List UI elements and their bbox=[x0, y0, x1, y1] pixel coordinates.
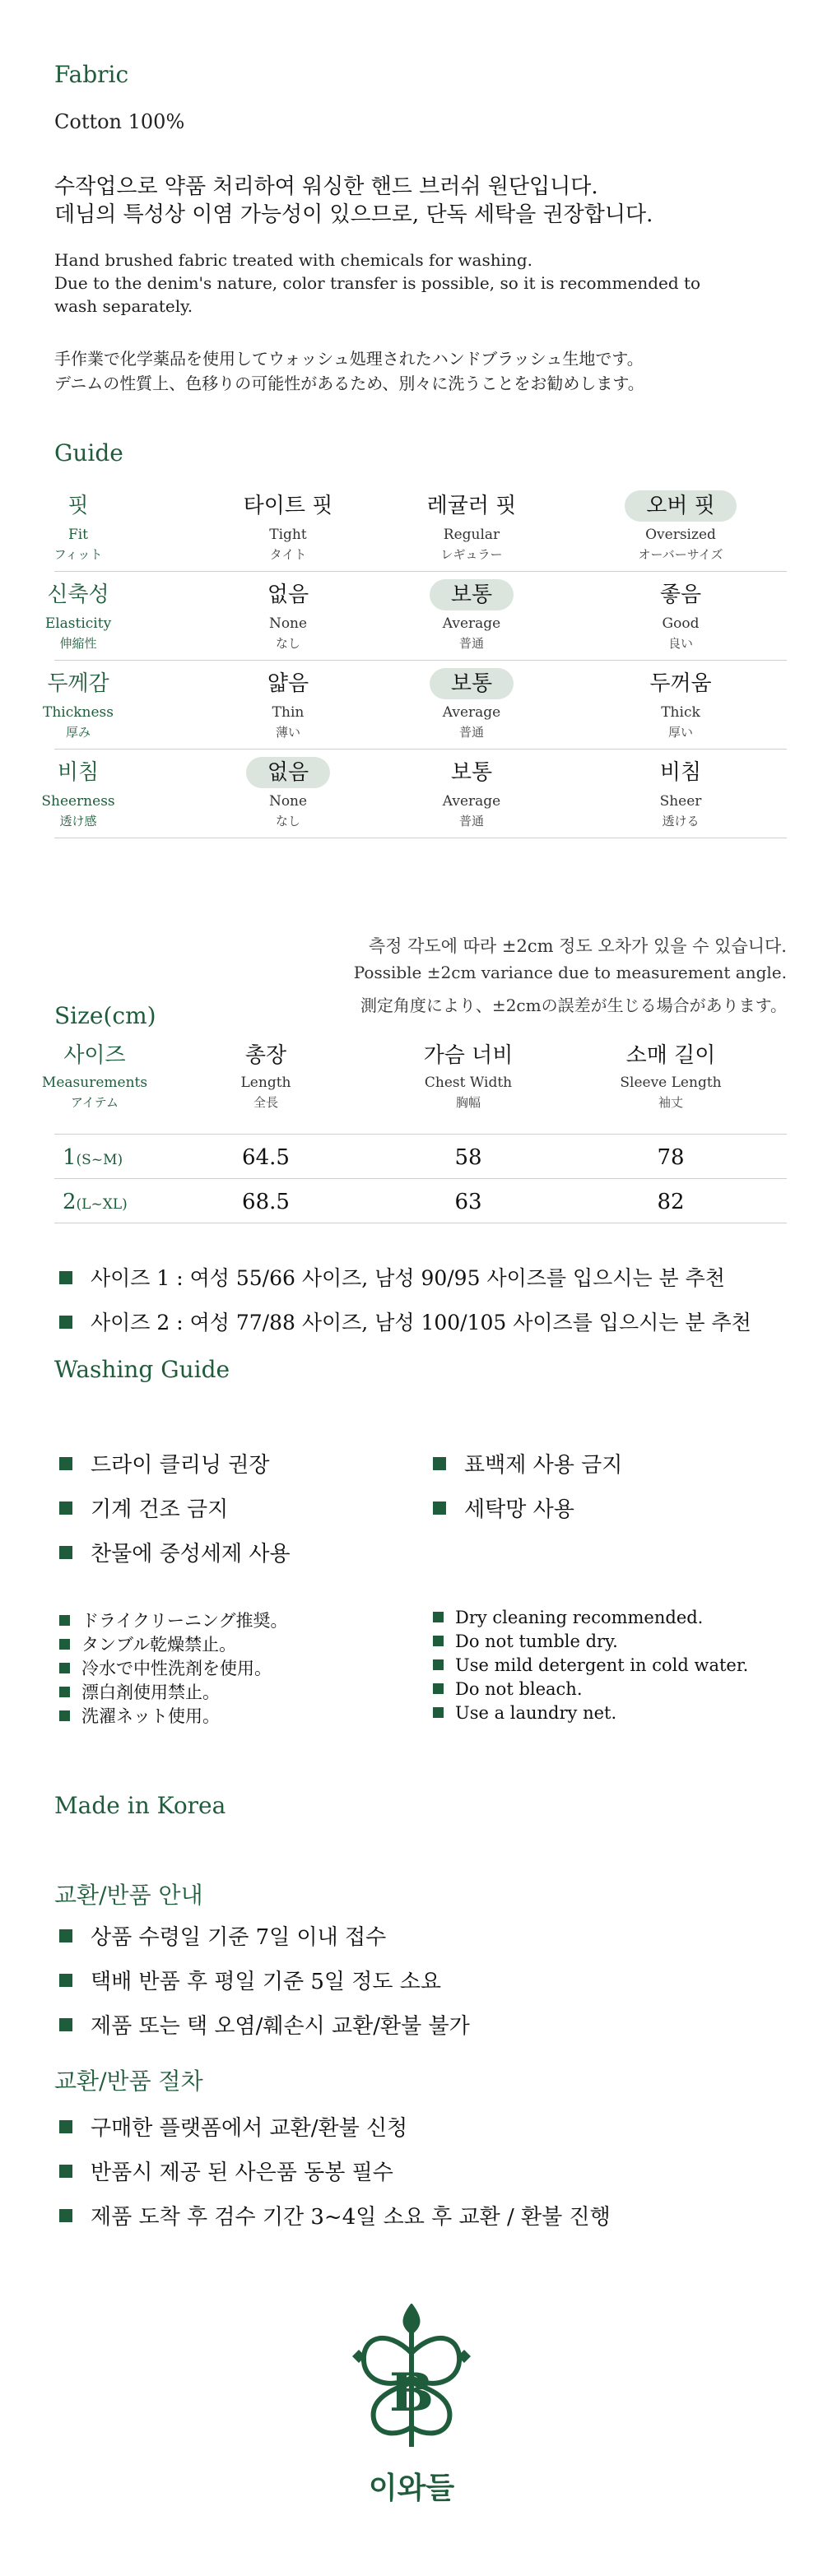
fabric-kr-line: 수작업으로 약품 처리하여 워싱한 핸드 브러쉬 원단입니다. bbox=[54, 174, 598, 199]
washing-jp-item bbox=[59, 1655, 272, 1680]
square-bullet-icon bbox=[59, 1316, 72, 1329]
size-note-jp: 測定角度により、±2cmの誤差が生じる場合があります。 bbox=[360, 996, 787, 1015]
guide-en: Average bbox=[442, 704, 501, 721]
square-bullet-icon bbox=[59, 1929, 72, 1942]
guide-ko: 두꺼움 bbox=[649, 671, 712, 696]
square-bullet-icon bbox=[59, 1663, 70, 1673]
procedure-text: 제품 도착 후 검수 기간 3~4일 소요 후 교환 / 환불 진행 bbox=[91, 2205, 611, 2230]
guide-cell bbox=[561, 757, 800, 829]
size-sleeve: 82 bbox=[657, 1190, 685, 1214]
size-recommend-text: 사이즈 1 : 여성 55/66 사이즈, 남성 90/95 사이즈를 입으시는 분 추천 bbox=[91, 1266, 725, 1290]
guide-ko-selected: 보통 bbox=[430, 579, 514, 610]
square-bullet-icon bbox=[433, 1612, 444, 1622]
exchange-text: 상품 수령일 기준 7일 이내 접수 bbox=[91, 1925, 387, 1950]
washing-en-item bbox=[433, 1655, 748, 1675]
fabric-jp-line: デニムの性質上、色移りの可能性があるため、別々に洗うことをお勧めします。 bbox=[54, 374, 644, 393]
procedure-text: 반품시 제공 된 사은품 동봉 필수 bbox=[91, 2161, 393, 2185]
guide-jp: なし bbox=[275, 636, 300, 651]
divider bbox=[54, 749, 787, 750]
guide-en: Good bbox=[662, 615, 700, 632]
guide-jp: 普通 bbox=[458, 636, 484, 651]
washing-en-item bbox=[433, 1631, 618, 1651]
guide-en: Average bbox=[442, 615, 501, 632]
square-bullet-icon bbox=[59, 1546, 72, 1559]
guide-ko: 보통 bbox=[450, 760, 493, 785]
guide-en: Sheer bbox=[659, 793, 702, 810]
square-bullet-icon bbox=[59, 1710, 70, 1721]
square-bullet-icon bbox=[433, 1457, 446, 1470]
square-bullet-icon bbox=[433, 1659, 444, 1670]
fabric-composition: Cotton 100% bbox=[54, 110, 185, 133]
guide-jp: 厚み bbox=[65, 725, 91, 740]
guide-en: Average bbox=[442, 793, 501, 810]
guide-cell bbox=[0, 579, 198, 652]
washing-jp-text: タンブル乾燥禁止。 bbox=[81, 1635, 237, 1655]
size-header-en: Sleeve Length bbox=[620, 1074, 722, 1091]
guide-ko: 없음 bbox=[267, 583, 309, 607]
washing-en-text: Use mild detergent in cold water. bbox=[455, 1655, 749, 1675]
square-bullet-icon bbox=[59, 2209, 72, 2222]
square-bullet-icon bbox=[433, 1502, 446, 1515]
guide-ko-selected: 보통 bbox=[430, 668, 514, 699]
guide-jp: 普通 bbox=[458, 725, 484, 740]
size-length: 64.5 bbox=[242, 1145, 290, 1170]
guide-ko: 레귤러 핏 bbox=[426, 494, 517, 518]
washing-title: Washing Guide bbox=[54, 1356, 230, 1383]
guide-en: Oversized bbox=[645, 527, 716, 543]
square-bullet-icon bbox=[59, 2018, 72, 2031]
washing-en-item bbox=[433, 1679, 583, 1699]
size-row-num: 2 bbox=[63, 1190, 77, 1214]
guide-ko: 좋음 bbox=[659, 583, 702, 607]
washing-jp-item bbox=[59, 1631, 236, 1656]
procedure-text: 구매한 플랫폼에서 교환/환불 신청 bbox=[91, 2116, 408, 2141]
guide-ko: 얇음 bbox=[267, 671, 309, 696]
guide-en: None bbox=[268, 615, 308, 632]
guide-jp: 透ける bbox=[662, 814, 700, 828]
washing-jp-item bbox=[59, 1703, 220, 1728]
washing-jp-text: ドライクリーニング推奨。 bbox=[81, 1611, 288, 1631]
exchange-text: 제품 또는 택 오염/훼손시 교환/환불 불가 bbox=[91, 2014, 470, 2039]
fabric-kr-line: 데님의 특성상 이염 가능성이 있으므로, 단독 세탁을 권장합니다. bbox=[54, 202, 653, 227]
guide-cell bbox=[352, 579, 591, 652]
guide-ko-selected: 없음 bbox=[246, 757, 330, 788]
divider bbox=[54, 1134, 787, 1135]
procedure-item bbox=[59, 2200, 611, 2230]
size-header bbox=[551, 1042, 790, 1111]
washing-kr-text: 세탁망 사용 bbox=[464, 1497, 574, 1522]
guide-cell bbox=[0, 757, 198, 829]
size-header-en: Chest Width bbox=[424, 1074, 513, 1091]
fabric-jp-line: 手作業で化学薬品を使用してウォッシュ処理されたハンドブラッシュ生地です。 bbox=[54, 349, 644, 369]
washing-jp-item bbox=[59, 1679, 220, 1704]
washing-jp-text: 冷水で中性洗剤を使用。 bbox=[81, 1659, 272, 1678]
washing-kr-text: 찬물에 중성세제 사용 bbox=[91, 1542, 291, 1566]
size-header-ko: 사이즈 bbox=[63, 1043, 126, 1068]
guide-en: Fit bbox=[67, 527, 89, 543]
procedure-title: 교환/반품 절차 bbox=[54, 2068, 203, 2095]
washing-jp-text: 漂白剤使用禁止。 bbox=[81, 1683, 220, 1702]
size-length: 68.5 bbox=[242, 1190, 290, 1214]
square-bullet-icon bbox=[59, 1974, 72, 1987]
washing-kr-text: 기계 건조 금지 bbox=[91, 1497, 229, 1522]
guide-ko-selected: 오버 핏 bbox=[625, 490, 737, 522]
guide-en: Tight bbox=[269, 527, 307, 543]
fabric-en-line: wash separately. bbox=[54, 296, 193, 316]
square-bullet-icon bbox=[433, 1636, 444, 1646]
exchange-title: 교환/반품 안내 bbox=[54, 1882, 203, 1909]
guide-ko: 두께감 bbox=[47, 671, 109, 696]
guide-cell bbox=[561, 490, 800, 563]
brand-logo-icon bbox=[346, 2304, 477, 2452]
size-recommend bbox=[59, 1307, 751, 1336]
size-header-ko: 가슴 너비 bbox=[423, 1043, 514, 1068]
guide-ko: 타이트 핏 bbox=[243, 494, 333, 518]
divider bbox=[54, 660, 787, 661]
square-bullet-icon bbox=[59, 1639, 70, 1650]
brand-name: 이와들 bbox=[368, 2472, 455, 2505]
size-chest: 63 bbox=[454, 1190, 482, 1214]
brand-logo-letter: B bbox=[388, 2362, 435, 2424]
guide-en: None bbox=[268, 793, 308, 810]
guide-cell bbox=[352, 668, 591, 740]
guide-jp: 良い bbox=[667, 636, 693, 651]
exchange-item bbox=[59, 2009, 470, 2040]
guide-jp: 伸縮性 bbox=[59, 636, 97, 651]
square-bullet-icon bbox=[59, 2165, 72, 2178]
washing-jp-item bbox=[59, 1608, 288, 1632]
guide-en: Elasticity bbox=[44, 615, 112, 632]
square-bullet-icon bbox=[59, 1502, 72, 1515]
size-sleeve: 78 bbox=[657, 1145, 685, 1170]
guide-en: Thick bbox=[661, 704, 700, 721]
guide-ko: 핏 bbox=[67, 494, 89, 518]
guide-jp: タイト bbox=[269, 547, 307, 562]
washing-en-text: Do not bleach. bbox=[455, 1679, 583, 1699]
washing-kr-text: 표백제 사용 금지 bbox=[464, 1453, 623, 1478]
washing-jp-text: 洗濯ネット使用。 bbox=[81, 1706, 220, 1726]
size-chest: 58 bbox=[454, 1145, 482, 1170]
guide-cell bbox=[0, 490, 198, 563]
guide-jp: なし bbox=[275, 814, 300, 828]
guide-jp: 薄い bbox=[275, 725, 300, 740]
washing-en-text: Do not tumble dry. bbox=[455, 1631, 618, 1651]
washing-kr-text: 드라이 클리닝 권장 bbox=[91, 1453, 270, 1478]
washing-kr-item bbox=[59, 1537, 291, 1567]
washing-en-item bbox=[433, 1608, 703, 1627]
guide-cell bbox=[0, 668, 198, 740]
guide-jp: オーバーサイズ bbox=[638, 547, 723, 562]
guide-jp: 厚い bbox=[667, 725, 693, 740]
exchange-item bbox=[59, 1965, 441, 1995]
procedure-item bbox=[59, 2156, 393, 2186]
fabric-en-line: Hand brushed fabric treated with chemicals for washing. bbox=[54, 250, 533, 270]
square-bullet-icon bbox=[59, 1615, 70, 1626]
fabric-en-line: Due to the denim's nature, color transfer is possible, so it is recommended to bbox=[54, 273, 701, 293]
guide-title: Guide bbox=[54, 439, 123, 466]
size-header-en: Length bbox=[240, 1074, 291, 1091]
guide-jp: 透け感 bbox=[59, 814, 97, 828]
size-header-ko: 소매 길이 bbox=[625, 1043, 716, 1068]
size-note-kr: 측정 각도에 따라 ±2cm 정도 오차가 있을 수 있습니다. bbox=[368, 936, 787, 956]
guide-ko: 신축성 bbox=[47, 583, 109, 607]
size-header-jp: アイテム bbox=[71, 1095, 119, 1110]
washing-en-text: Use a laundry net. bbox=[455, 1703, 617, 1723]
size-title: Size(cm) bbox=[54, 1002, 156, 1029]
size-row-range: (L~XL) bbox=[76, 1196, 128, 1213]
washing-kr-item bbox=[433, 1448, 622, 1478]
procedure-item bbox=[59, 2111, 407, 2142]
size-row-range: (S~M) bbox=[76, 1152, 123, 1168]
guide-en: Thin bbox=[272, 704, 305, 721]
square-bullet-icon bbox=[433, 1707, 444, 1718]
guide-cell bbox=[352, 757, 591, 829]
size-note-en: Possible ±2cm variance due to measurement angle. bbox=[353, 963, 787, 982]
guide-cell bbox=[352, 490, 591, 563]
origin-label: Made in Korea bbox=[54, 1792, 226, 1819]
square-bullet-icon bbox=[59, 1271, 72, 1284]
size-row-num: 1 bbox=[63, 1145, 77, 1170]
size-header-jp: 胸幅 bbox=[455, 1095, 481, 1110]
divider bbox=[54, 571, 787, 572]
guide-jp: フィット bbox=[53, 547, 103, 562]
guide-jp: レギュラー bbox=[440, 547, 503, 562]
guide-en: Thickness bbox=[42, 704, 114, 721]
size-recommend bbox=[59, 1262, 725, 1292]
washing-en-text: Dry cleaning recommended. bbox=[455, 1608, 704, 1627]
washing-en-item bbox=[433, 1703, 616, 1723]
guide-cell bbox=[561, 579, 800, 652]
guide-en: Regular bbox=[443, 527, 500, 543]
square-bullet-icon bbox=[433, 1683, 444, 1694]
size-header-ko: 총장 bbox=[244, 1043, 287, 1068]
size-header-en: Measurements bbox=[41, 1074, 148, 1091]
size-recommend-text: 사이즈 2 : 여성 77/88 사이즈, 남성 100/105 사이즈를 입으시는 분 추천 bbox=[91, 1311, 751, 1334]
guide-jp: 普通 bbox=[458, 814, 484, 828]
fabric-title: Fabric bbox=[54, 61, 129, 88]
exchange-item bbox=[59, 1920, 386, 1951]
washing-kr-item bbox=[433, 1492, 574, 1523]
exchange-text: 택배 반품 후 평일 기준 5일 정도 소요 bbox=[91, 1970, 442, 1994]
guide-ko: 비침 bbox=[659, 760, 702, 785]
guide-cell bbox=[561, 668, 800, 740]
size-header-jp: 袖丈 bbox=[658, 1095, 683, 1110]
washing-kr-item bbox=[59, 1492, 228, 1523]
guide-en: Sheerness bbox=[41, 793, 115, 810]
size-header-jp: 全長 bbox=[253, 1095, 278, 1110]
square-bullet-icon bbox=[59, 1687, 70, 1697]
divider bbox=[54, 1178, 787, 1179]
square-bullet-icon bbox=[59, 2120, 72, 2133]
square-bullet-icon bbox=[59, 1457, 72, 1470]
guide-ko: 비침 bbox=[57, 760, 100, 785]
washing-kr-item bbox=[59, 1448, 269, 1478]
